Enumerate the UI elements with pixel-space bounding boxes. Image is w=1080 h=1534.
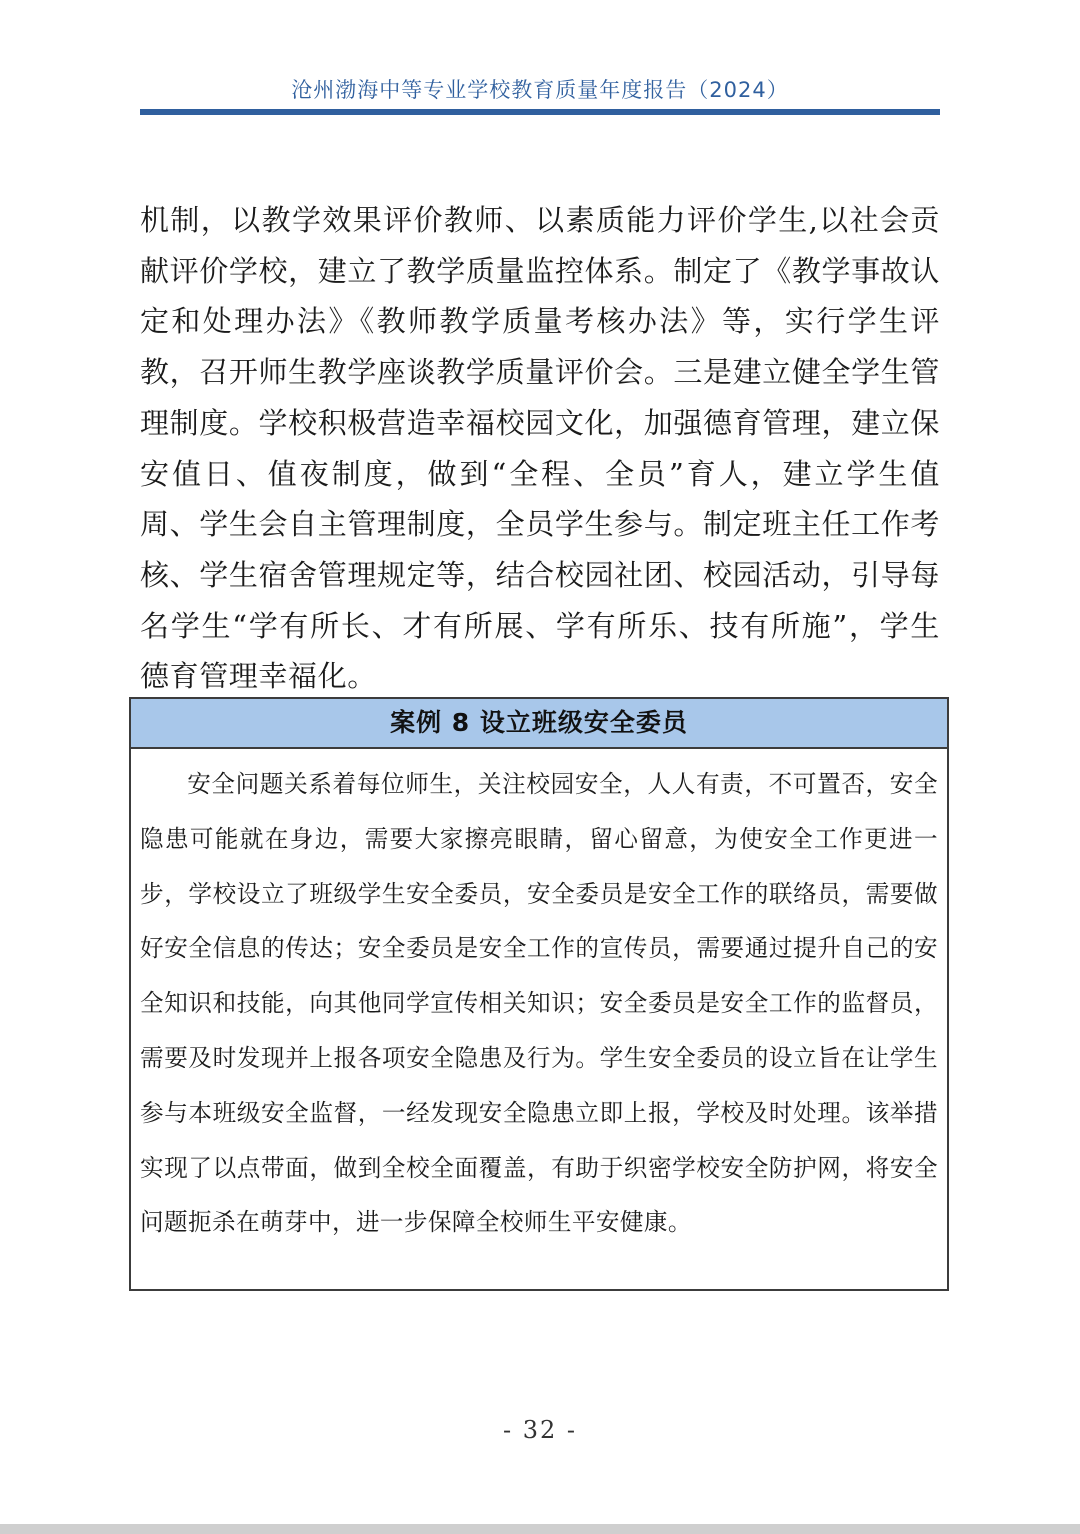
header-divider <box>140 109 940 115</box>
bottom-edge-strip <box>0 1524 1080 1534</box>
page-header-title: 沧州渤海中等专业学校教育质量年度报告（2024） <box>291 78 789 102</box>
case-content: 安全问题关系着每位师生，关注校园安全，人人有责，不可置否，安全隐患可能就在身边，需要大家擦亮眼睛，留心留意，为使安全工作更进一步，学校设立了班级学生安全委员，安全委员是安全工作的联络员，需要做好安全信息的传达；安全委员是安全工作的宣传员，需要通过提升自己的安全知识和技能，向其他同学宣传相关知识；安全委员是安全工作的监督员，需要及时发现并上报各项安全隐患及行为。学生安全委员的设立旨在让学生参与本班级安全监督，一经发现安全隐患立即上报，学校及时处理。该举措实现了以点带面，做到全校全面覆盖，有助于织密学校安全防护网，将安全问题扼杀在萌芽中，进一步保障全校师生平安健康。 <box>140 770 938 1237</box>
case-box <box>129 697 949 1291</box>
page-number: - 32 - <box>502 1416 577 1444</box>
case-title: 案例 8 设立班级安全委员 <box>131 699 947 749</box>
body-paragraph: 机制，以教学效果评价教师、以素质能力评价学生,以社会贡献评价学校，建立了教学质量监控体系。制定了《教学事故认定和处理办法》《教师教学质量考核办法》等，实行学生评教，召开师生教学座谈教学质量评价会。三是建立健全学生管理制度。学校积极营造幸福校园文化，加强德育管理，建立保安值日、值夜制度，做到“全程、全员”育人，建立学生值周、学生会自主管理制度，全员学生参与。制定班主任工作考核、学生宿舍管理规定等，结合校园社团、校园活动，引导每名学生“学有所长、才有所展、学有所乐、技有所施”，学生德育管理幸福化。 <box>140 203 940 694</box>
